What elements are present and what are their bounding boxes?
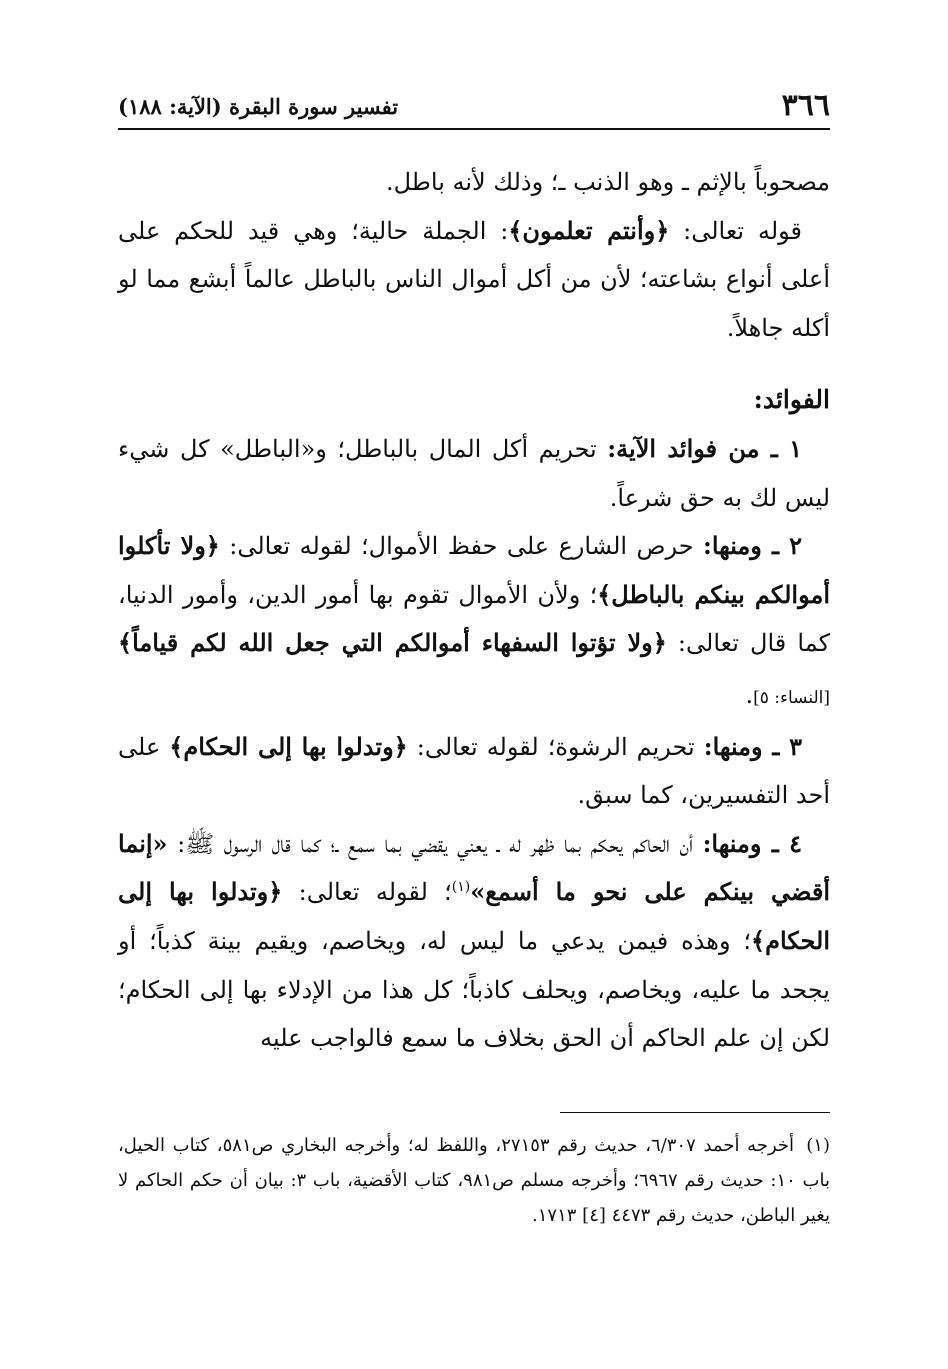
benefit-text: أن الحاكم يحكم بما ظهر له ـ يعني يقضي بما سمع ـ؛ كما قال الرسول ﷺ:: [167, 829, 703, 858]
quran-quote: ﴿وأنتم تعلمون﴾: [508, 215, 670, 245]
paragraph-text: مصحوباً بالإثم ـ وهو الذنب ـ؛ وذلك لأنه باطل.: [385, 168, 830, 196]
benefit-text: .: [745, 680, 754, 709]
footnote-number: (١): [806, 1135, 830, 1156]
page-number: ٣٦٦: [781, 88, 830, 123]
footnote-marker[interactable]: (١): [451, 879, 471, 896]
benefit-text: ؛ وهذه فيمن يدعي ما ليس له، ويخاصم، ويقيم بينة كذباً؛ أو يجحد ما عليه، ويخاصم، ويحلف كاذباً؛ كل هذا من الإدلاء بها إلى الحكام؛ لكن إن علم الحاكم أن الحق بخلاف ما سمع فالواجب عليه: [118, 926, 830, 1053]
benefit-text: ؛ لقوله تعالى:: [282, 878, 452, 907]
quran-quote: ﴿وتدلوا بها إلى الحكام﴾: [118, 877, 830, 955]
quran-quote: ﴿وتدلوا بها إلى الحكام﴾: [169, 731, 408, 761]
benefit-2: [118, 522, 830, 722]
benefit-lead: ١ ـ من فوائد الآية:: [607, 433, 803, 463]
footnotes: [118, 1128, 830, 1233]
hadith-quote: «إنما أقضي بينكم على نحو ما أسمع»: [118, 828, 830, 907]
benefit-3: [118, 723, 830, 820]
benefit-text: تحريم الرشوة؛ لقوله تعالى:: [407, 732, 704, 761]
benefit-1: [118, 425, 830, 522]
benefit-text: ؛ ولأن الأموال تقوم بها أمور الدين، وأمور الدنيا، كما قال تعالى:: [118, 580, 830, 658]
benefit-text: تحريم أكل المال بالباطل؛ و«الباطل» كل شيء ليس لك به حق شرعاً.: [118, 434, 830, 512]
running-title: تفسير سورة البقرة (الآية: ١٨٨): [118, 93, 399, 119]
section-heading: الفوائد:: [753, 385, 830, 415]
benefit-4: [118, 820, 830, 1063]
benefit-text: حرص الشارع على حفظ الأموال؛ لقوله تعالى:: [219, 532, 703, 561]
benefit-lead: ٤ ـ ومنها:: [702, 828, 803, 858]
benefit-lead: ٣ ـ ومنها:: [703, 731, 802, 761]
footnote-text: أخرجه أحمد ٦/٣٠٧، حديث رقم ٢٧١٥٣، واللفظ له؛ وأخرجه البخاري ص٥٨١، كتاب الحيل، باب ١٠: حديث رقم ٦٩٦٧؛ وأخرجه مسلم ص٩٨١، كتاب الأقضية، باب ٣: بيان أن حكم الحاكم لا يغير الباطن، حديث رقم ٤٤٧٣ [٤] ١٧١٣.: [118, 1135, 830, 1226]
page-header: [118, 84, 830, 130]
paragraph-text: : الجملة حالية؛ وهي قيد للحكم على أعلى أنواع بشاعته؛ لأن من أكل أموال الناس بالباطل عالماً أبشع مما لو أكله جاهلاً.: [118, 216, 830, 342]
footnote-separator: [560, 1112, 830, 1113]
footnote-1: [118, 1128, 830, 1233]
main-text: [118, 158, 830, 1063]
benefit-lead: ٢ ـ ومنها:: [702, 531, 802, 561]
quran-quote: ﴿ولا تأكلوا أموالكم بينكم بالباطل﴾: [118, 531, 830, 609]
paragraph-1: [118, 158, 830, 207]
verse-reference: [النساء: ٥]: [753, 687, 830, 708]
benefit-text: على أحد التفسيرين، كما سبق.: [118, 732, 830, 810]
quran-quote: ﴿ولا تؤتوا السفهاء أموالكم التي جعل الله لكم قياماً﴾: [118, 628, 667, 658]
paragraph-2: [118, 207, 830, 353]
paragraph-text: قوله تعالى:: [669, 216, 803, 245]
